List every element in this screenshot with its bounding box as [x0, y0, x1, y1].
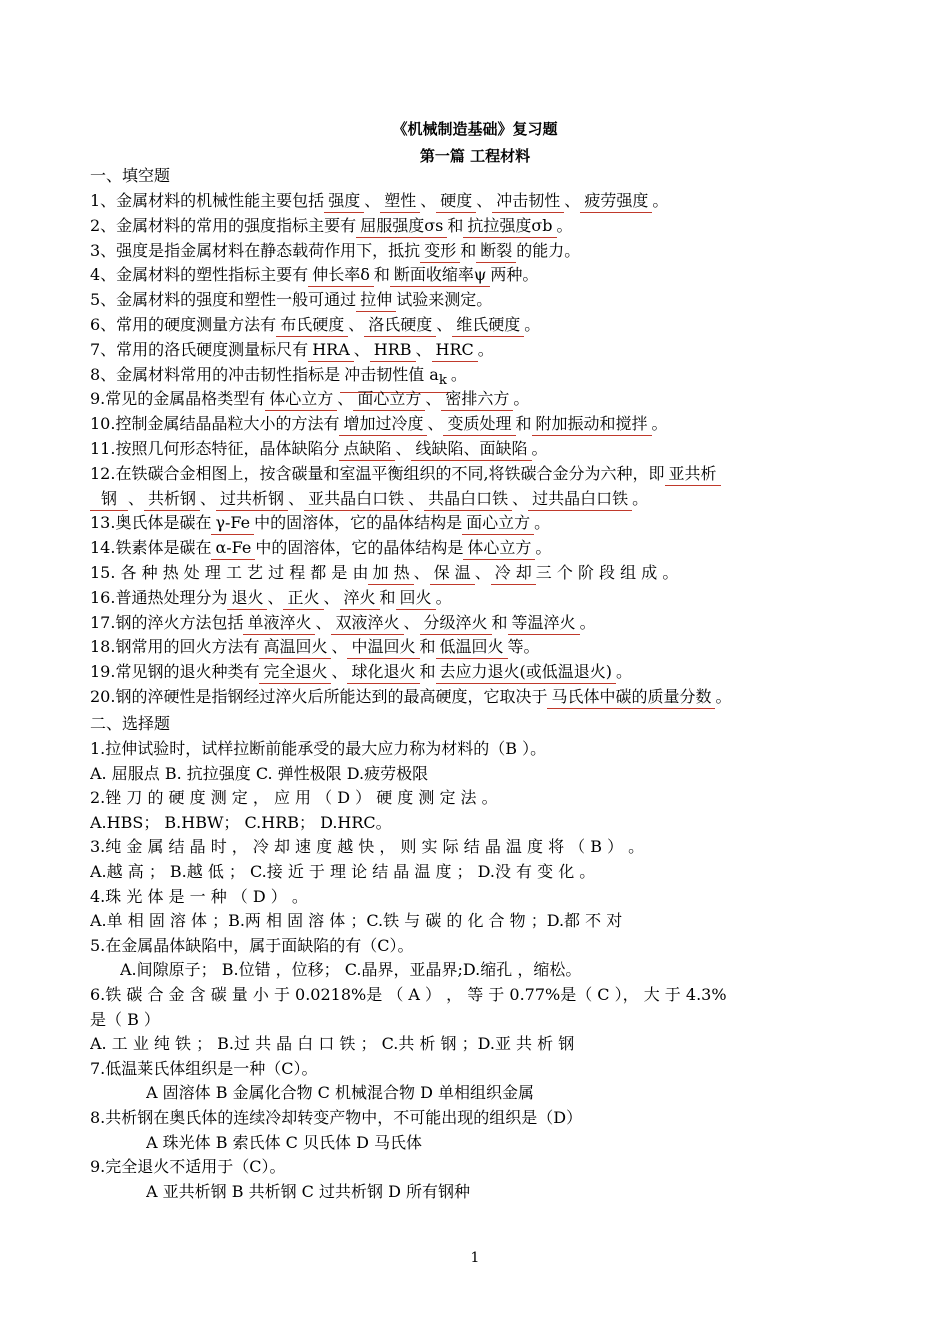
fill-in-item — [90, 413, 880, 436]
item-suffix: 。 — [534, 513, 551, 533]
doc-subtitle: 第一篇 工程材料 — [419, 147, 531, 165]
choice-line: 3.纯 金 属 结 晶 时 ， 冷 却 速 度 越 快 ， 则 实 际 结 晶 温 度 将 （ B ） 。 — [90, 837, 645, 857]
item-text: 4、金属材料的塑性指标主要有 — [90, 265, 309, 285]
answer-blank: 点缺陷 — [339, 438, 395, 461]
item-separator: 、 — [128, 488, 145, 508]
choice-line: 1.拉伸试验时，试样拉断前能承受的最大应力称为材料的（B ）。 — [90, 739, 547, 758]
choice-line: 9.完全退火不适用于（C）。 — [90, 1157, 286, 1177]
item-text: 12.在铁碳合金相图上，按含碳量和室温平衡组织的不同,将铁碳合金分为六种，即 — [90, 463, 665, 483]
fill-in-item — [90, 215, 880, 238]
answer-blank: 亚共析 — [665, 463, 721, 486]
item-separator: 、 — [425, 389, 442, 409]
item-suffix: 。 — [531, 439, 548, 458]
choice-line: A.间隙原子； B.位错 ，位移； C.晶界，亚晶界;D.缩孔 ，缩松。 — [120, 960, 582, 980]
item-text: 7、常用的洛氏硬度测量标尺有 — [90, 339, 309, 359]
item-separator: 、 — [364, 191, 381, 210]
page-number: 1 — [470, 1250, 480, 1266]
answer-blank: 双液淬火 — [331, 612, 403, 635]
fill-in-item — [90, 488, 880, 511]
item-suffix: 试验来测定。 — [396, 290, 493, 310]
item-separator: 、 — [403, 612, 420, 632]
answer-blank: 维氏硬度 — [452, 314, 524, 337]
item-separator: 、 — [348, 315, 365, 334]
item-separator: 和 — [447, 215, 464, 235]
answer-blank: 增加过冷度 — [339, 413, 427, 436]
item-separator: 中的固溶体，它的晶体结构是 — [255, 538, 464, 558]
choice-line: A 固溶体 B 金属化合物 C 机械混合物 D 单相组织金属 — [146, 1083, 534, 1103]
item-separator: 、 — [353, 339, 370, 359]
fill-in-item — [90, 438, 880, 461]
answer-blank: 球化退火 — [347, 661, 419, 684]
item-separator: 、 — [564, 191, 581, 210]
answer-blank: 保 温 — [430, 562, 475, 585]
fill-in-item — [90, 587, 880, 610]
answer-blank: 低温回火 — [436, 636, 508, 659]
item-text: 11.按照几何形态特征，晶体缺陷分 — [90, 439, 340, 458]
item-separator: 、 — [315, 612, 332, 632]
item-separator: 、 — [408, 488, 425, 508]
answer-blank: 退火 — [227, 587, 267, 610]
answer-blank: 抗拉强度σb — [463, 215, 556, 238]
answer-blank: 体心立方 — [463, 537, 535, 560]
item-text: 5、金属材料的强度和塑性一般可通过 — [90, 290, 357, 310]
answer-blank: 塑性 — [380, 190, 420, 213]
answer-subscript: k — [438, 372, 447, 388]
item-separator: 、 — [436, 315, 453, 334]
item-suffix: 等。 — [507, 637, 540, 657]
item-separator: 、 — [395, 439, 412, 458]
section1-heading: 一、填空题 — [90, 166, 171, 185]
item-separator: 和 — [373, 265, 390, 285]
choice-line: A 珠光体 B 索氏体 C 贝氏体 D 马氏体 — [146, 1132, 422, 1152]
item-text: 20.钢的淬硬性是指钢经过淬火后所能达到的最高硬度，它取决于 — [90, 687, 548, 706]
answer-blank: 过共晶白口铁 — [528, 488, 632, 511]
fill-in-item — [90, 190, 880, 213]
item-separator: 、 — [476, 191, 493, 210]
fill-in-item — [90, 537, 880, 560]
choice-line: A. 屈服点 B. 抗拉强度 C. 弹性极限 D.疲劳极限 — [90, 763, 429, 783]
choice-line: 2.锉 刀 的 硬 度 测 定 ， 应 用 （ D ） 硬 度 测 定 法 。 — [90, 788, 498, 808]
fill-in-item — [90, 463, 880, 486]
answer-blank: 强度 — [324, 190, 364, 213]
answer-blank: 断面收缩率ψ — [390, 264, 491, 287]
item-suffix: 。 — [651, 414, 668, 434]
answer-blank: 淬火 — [340, 587, 380, 610]
item-separator: 和 — [419, 637, 436, 657]
doc-title: 《机械制造基础》复习题 — [392, 120, 558, 138]
answer-blank: 完全退火 — [259, 661, 331, 684]
item-text: 19.常见钢的退火种类有 — [90, 662, 260, 682]
item-text: 2、金属材料的常用的强度指标主要有 — [90, 215, 357, 235]
answer-blank: 伸长率δ — [308, 264, 374, 287]
item-separator: 、 — [288, 488, 305, 508]
answer-blank: γ-Fe — [211, 512, 254, 535]
answer-blank: 疲劳强度 — [580, 190, 652, 213]
choice-line: 5.在金属晶体缺陷中，属于面缺陷的有（C）。 — [90, 935, 414, 955]
section2-heading: 二、选择题 — [90, 714, 171, 733]
fill-in-item — [90, 661, 880, 684]
answer-blank: 面心立方 — [353, 388, 425, 411]
item-suffix: 。 — [524, 315, 541, 334]
item-separator: 、 — [415, 339, 432, 359]
choice-line: A 亚共析钢 B 共析钢 C 过共析钢 D 所有钢种 — [146, 1181, 470, 1201]
item-separator: 、 — [323, 587, 340, 607]
item-suffix: 。 — [513, 389, 530, 409]
fill-in-item — [90, 636, 880, 659]
item-suffix: 。 — [477, 339, 494, 359]
answer-blank: 面心立方 — [462, 512, 534, 535]
item-text: 13.奥氏体是碳在 — [90, 513, 212, 533]
item-suffix: 两种。 — [490, 265, 539, 285]
answer-blank: 高温回火 — [259, 636, 331, 659]
item-suffix: 的能力。 — [516, 240, 581, 260]
answer-blank: 屈服强度σs — [356, 215, 447, 238]
item-text: 6、常用的硬度测量方法有 — [90, 315, 277, 334]
fill-in-item — [90, 388, 880, 411]
choice-line: 4.珠 光 体 是 一 种 （ D ） 。 — [90, 886, 308, 906]
item-separator: 、 — [331, 637, 348, 657]
item-separator: 、 — [337, 389, 354, 409]
answer-blank: 去应力退火(或低温退火) — [436, 661, 617, 684]
answer-blank: HRC — [432, 339, 478, 362]
answer-blank: 正火 — [283, 587, 323, 610]
item-suffix: 。 — [652, 191, 669, 210]
item-text: 15. 各 种 热 处 理 工 艺 过 程 都 是 由 — [90, 563, 369, 582]
item-separator: 、 — [512, 488, 529, 508]
item-suffix: 三 个 阶 段 组 成 。 — [535, 563, 679, 582]
answer-blank: 断裂 — [476, 240, 516, 263]
item-separator: 和 — [515, 414, 532, 434]
item-text: 14.铁素体是碳在 — [90, 538, 212, 558]
answer-blank: 等温淬火 — [508, 612, 580, 635]
item-separator: 和 — [379, 587, 396, 607]
item-separator: 、 — [413, 563, 430, 582]
fill-in-item — [90, 562, 880, 585]
answer-blank: α-Fe — [211, 537, 255, 560]
fill-in-item — [90, 264, 880, 287]
item-separator: 和 — [460, 240, 477, 260]
item-text: 9.常见的金属晶格类型有 — [90, 389, 266, 409]
item-suffix: 。 — [450, 364, 467, 384]
answer-blank: 中温回火 — [347, 636, 419, 659]
answer-blank: 线缺陷、面缺陷 — [411, 438, 531, 461]
fill-in-item — [90, 512, 880, 535]
fill-in-item — [90, 612, 880, 635]
answer-blank: 体心立方 — [265, 388, 337, 411]
answer-blank: 变质处理 — [443, 413, 515, 436]
answer-blank: 亚共晶白口铁 — [304, 488, 408, 511]
item-suffix: 。 — [616, 662, 633, 682]
item-separator: 、 — [427, 414, 444, 434]
answer-blank: 分级淬火 — [420, 612, 492, 635]
choice-line: A.越 高 ； B.越 低 ； C.接 近 于 理 论 结 晶 温 度 ； D.没 有 变 化 。 — [90, 862, 596, 881]
item-suffix: 。 — [715, 687, 732, 706]
answer-blank: 单液淬火 — [243, 612, 315, 635]
answer-blank: 布氏硬度 — [276, 314, 348, 337]
answer-blank: 硬度 — [436, 190, 476, 213]
answer-blank: 共晶白口铁 — [424, 488, 512, 511]
item-text: 16.普通热处理分为 — [90, 587, 228, 607]
item-text: 8、金属材料常用的冲击韧性指标是 — [90, 364, 341, 384]
item-separator: 和 — [491, 612, 508, 632]
answer-blank: 加 热 — [368, 562, 413, 585]
choice-line: A.HBS； B.HBW； C.HRB； D.HRC。 — [90, 812, 392, 832]
item-suffix: 。 — [632, 488, 649, 508]
answer-blank: 变形 — [420, 240, 460, 263]
item-separator: 、 — [474, 563, 491, 582]
item-suffix: 。 — [579, 612, 596, 632]
answer-blank: HRA — [308, 339, 354, 362]
fill-in-item — [90, 686, 880, 709]
answer-blank: 钢 — [90, 488, 128, 511]
item-text: 3、强度是指金属材料在静态载荷作用下，抵抗 — [90, 240, 421, 260]
item-separator: 、 — [420, 191, 437, 210]
fill-in-item — [90, 289, 880, 312]
fill-in-item — [90, 314, 880, 337]
item-separator: 、 — [200, 488, 217, 508]
answer-blank: 回火 — [396, 587, 436, 610]
answer-blank: 密排六方 — [441, 388, 513, 411]
choice-line: 7.低温莱氏体组织是一种（C）。 — [90, 1058, 318, 1078]
item-separator: 中的固溶体，它的晶体结构是 — [254, 513, 463, 533]
answer-blank: 拉伸 — [356, 289, 396, 312]
fill-in-item — [90, 240, 880, 263]
item-suffix: 。 — [435, 587, 452, 607]
answer-blank: 冲击韧性 — [492, 190, 564, 213]
answer-blank: 洛氏硬度 — [364, 314, 436, 337]
item-text: 18.钢常用的回火方法有 — [90, 637, 260, 657]
answer-blank: 过共析钢 — [216, 488, 288, 511]
item-separator: 、 — [267, 587, 284, 607]
choice-line: 是（ B ） — [90, 1009, 160, 1029]
answer-blank: 马氏体中碳的质量分数 — [547, 686, 715, 709]
answer-blank: HRB — [370, 339, 416, 362]
choice-line: A.单 相 固 溶 体 ；B.两 相 固 溶 体 ；C.铁 与 碳 的 化 合 物 ；D.都 不 对 — [90, 911, 623, 931]
choice-line: 6.铁 碳 合 金 含 碳 量 小 于 0.0218%是 （ A ） ， 等 于 0.77%是（ C ）， 大 于 4.3% — [90, 985, 727, 1004]
choice-line: A. 工 业 纯 铁 ； B.过 共 晶 白 口 铁 ； C.共 析 钢 ；D.亚 共 析 钢 — [90, 1034, 575, 1054]
answer-blank: 冷 却 — [491, 562, 536, 585]
item-suffix: 。 — [535, 538, 552, 558]
item-text: 1、金属材料的机械性能主要包括 — [90, 191, 325, 210]
item-text: 17.钢的淬火方法包括 — [90, 612, 244, 632]
item-text: 10.控制金属结晶晶粒大小的方法有 — [90, 414, 340, 434]
answer-blank: 共析钢 — [144, 488, 200, 511]
choice-line: 8.共析钢在奥氏体的连续冷却转变产物中，不可能出现的组织是（D） — [90, 1108, 583, 1127]
answer-blank: 冲击韧性值 $a_k$ — [340, 364, 451, 393]
item-separator: 和 — [419, 662, 436, 682]
answer-blank: 附加振动和搅拌 — [532, 413, 652, 436]
item-separator: 、 — [331, 662, 348, 682]
fill-in-item — [90, 339, 880, 362]
item-suffix: 。 — [556, 215, 573, 235]
